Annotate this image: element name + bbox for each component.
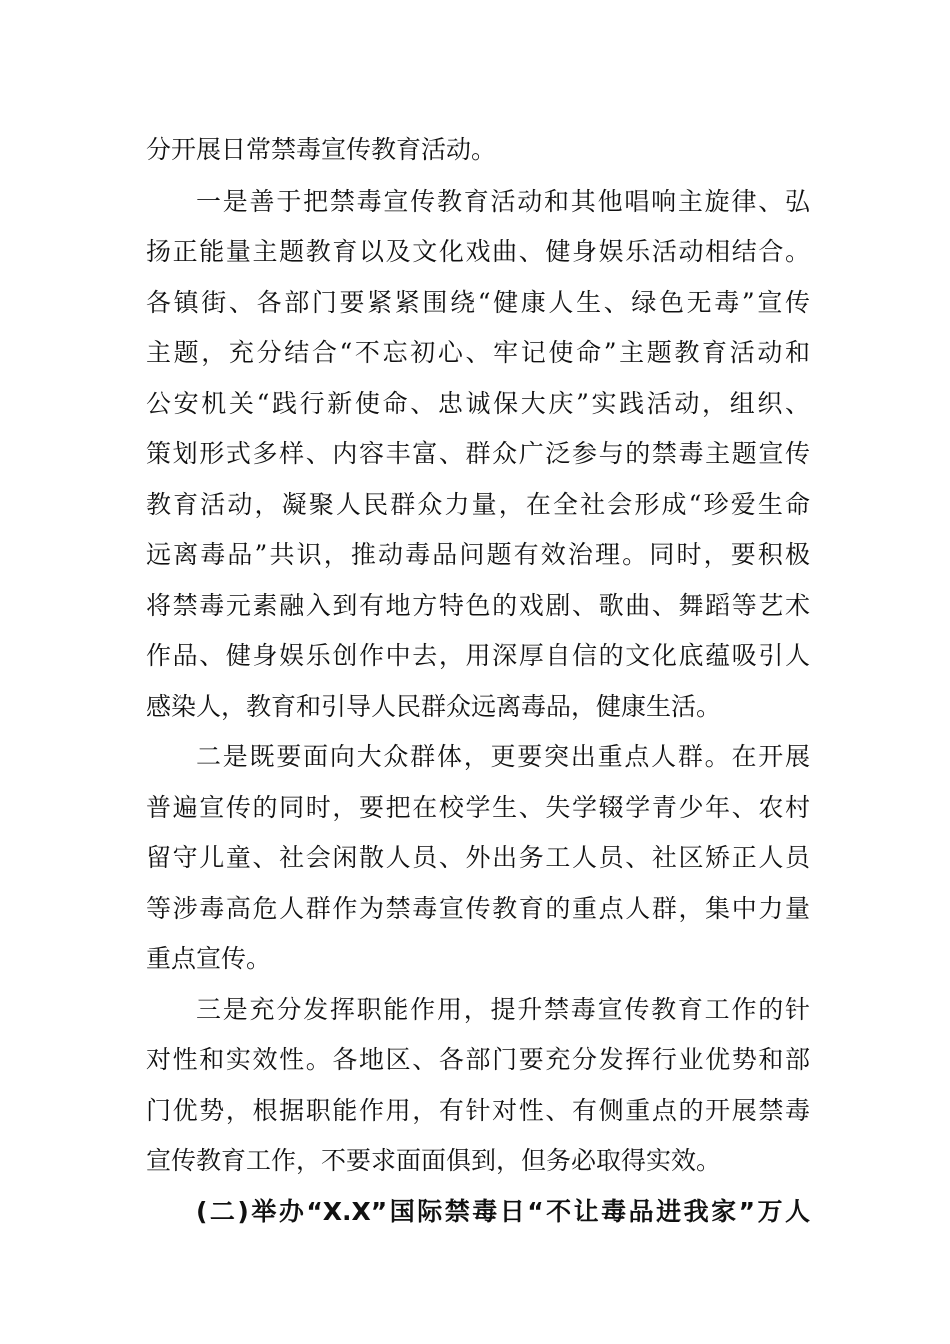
text-line: 将禁毒元素融入到有地方特色的戏剧、歌曲、舞蹈等艺术 [146, 591, 810, 620]
text-line: 留守儿童、社会闲散人员、外出务工人员、社区矫正人员 [146, 843, 810, 872]
text-line: 等涉毒高危人群作为禁毒宣传教育的重点人群，集中力量 [146, 894, 810, 923]
section-heading: (二)举办“X.X”国际禁毒日“不让毒品进我家”万人 [196, 1197, 810, 1226]
text-line: 三是充分发挥职能作用，提升禁毒宣传教育工作的针 [196, 995, 810, 1024]
text-line: 主题，充分结合“不忘初心、牢记使命”主题教育活动和 [146, 338, 810, 367]
text-line: 重点宣传。 [146, 944, 272, 973]
text-line: 教育活动，凝聚人民群众力量，在全社会形成“珍爱生命 [146, 490, 810, 519]
text-line: 普遍宣传的同时，要把在校学生、失学辍学青少年、农村 [146, 793, 810, 822]
text-line: 公安机关“践行新使命、忠诚保大庆”实践活动，组织、 [146, 389, 810, 418]
text-line: 扬正能量主题教育以及文化戏曲、健身娱乐活动相结合。 [146, 237, 810, 266]
text-line: 分开展日常禁毒宣传教育活动。 [146, 135, 497, 164]
text-line: 作品、健身娱乐创作中去，用深厚自信的文化底蕴吸引人 [146, 641, 810, 670]
text-line: 门优势，根据职能作用，有针对性、有侧重点的开展禁毒 [146, 1096, 810, 1125]
text-line: 策划形式多样、内容丰富、群众广泛参与的禁毒主题宣传 [146, 439, 810, 468]
text-line: 一是善于把禁毒宣传教育活动和其他唱响主旋律、弘 [196, 187, 810, 216]
text-line: 感染人，教育和引导人民群众远离毒品，健康生活。 [146, 692, 722, 721]
text-line: 各镇街、各部门要紧紧围绕“健康人生、绿色无毒”宣传 [146, 288, 810, 317]
text-line: 宣传教育工作，不要求面面俱到，但务必取得实效。 [146, 1146, 722, 1175]
text-line: 对性和实效性。各地区、各部门要充分发挥行业优势和部 [146, 1045, 810, 1074]
text-line: 远离毒品”共识，推动毒品问题有效治理。同时，要积极 [146, 540, 810, 569]
text-line: 二是既要面向大众群体，更要突出重点人群。在开展 [196, 742, 810, 771]
